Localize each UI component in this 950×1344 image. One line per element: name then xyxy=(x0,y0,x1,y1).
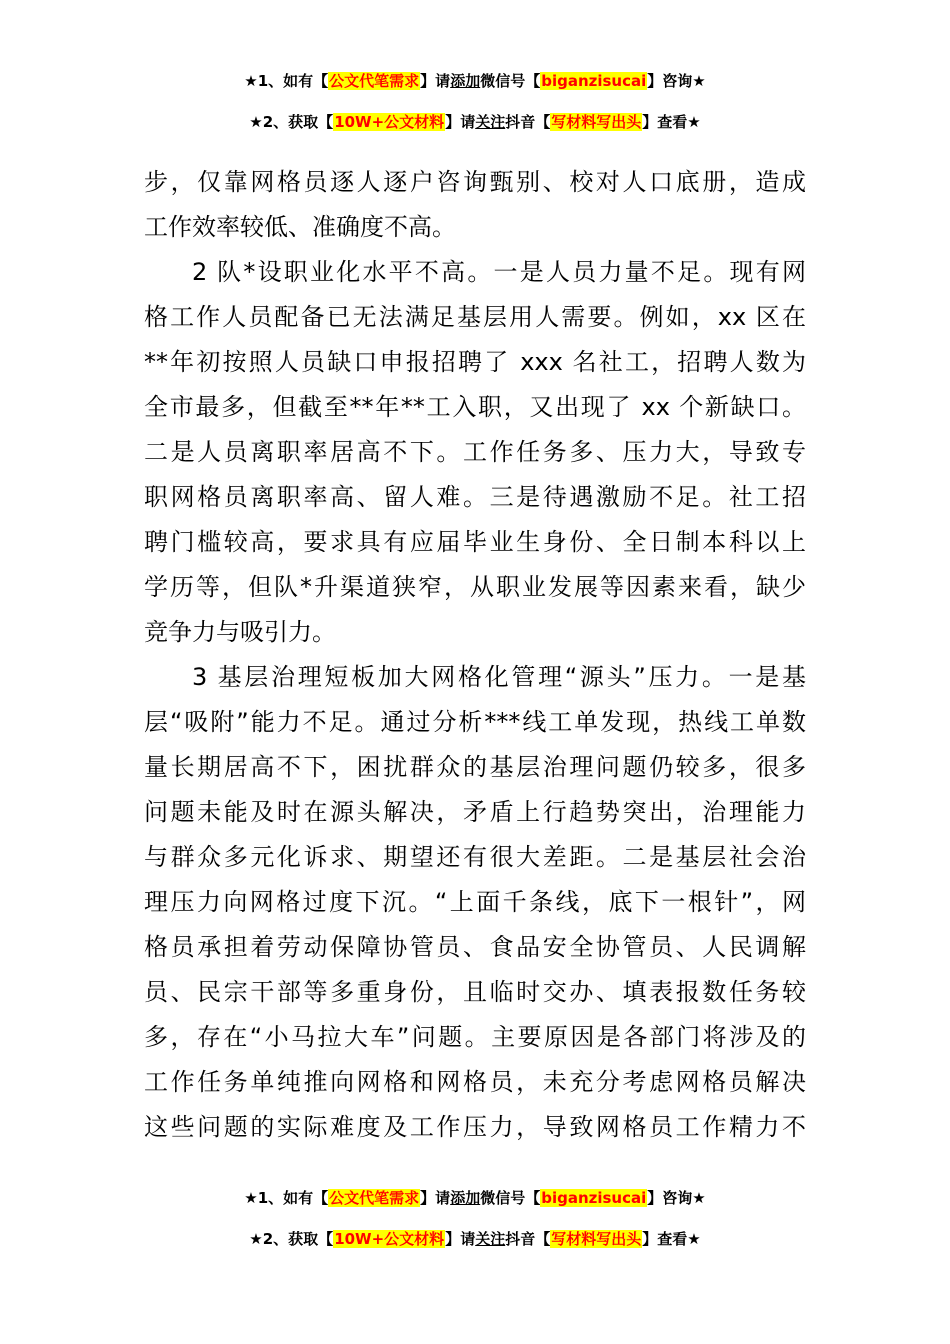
banner-highlight-materials: 10W+公文材料 xyxy=(334,113,445,131)
body-line: 全市最多，但截至**年**工入职，又出现了 xx 个新缺口。 xyxy=(144,393,806,421)
body-line: 与群众多元化诉求、期望还有很大差距。二是基层社会治 xyxy=(144,843,806,871)
banner-prefix: ★1、如有【 xyxy=(244,1189,329,1207)
banner-text: 微信号【 xyxy=(480,1189,541,1207)
bottom-banner-line-2 xyxy=(0,1228,950,1250)
banner-highlight-service: 公文代笔需求 xyxy=(329,1189,420,1207)
body-line: 职网格员离职率高、留人难。三是待遇激励不足。社工招 xyxy=(144,483,806,511)
banner-text: 】请 xyxy=(420,72,451,90)
body-line: 聘门槛较高，要求具有应届毕业生身份、全日制本科以上 xyxy=(144,528,806,556)
banner-underlined-text: 添加 xyxy=(450,1189,481,1207)
body-line: 理压力向网格过度下沉。“上面千条线，底下一根针”，网 xyxy=(144,888,806,916)
banner-suffix: 】查看★ xyxy=(642,1230,701,1248)
body-line: 问题未能及时在源头解决，矛盾上行趋势突出，治理能力 xyxy=(144,798,806,826)
body-line: 工作任务单纯推向网格和网格员，未充分考虑网格员解决 xyxy=(144,1068,806,1096)
body-line: 这些问题的实际难度及工作压力，导致网格员工作精力不 xyxy=(144,1113,806,1141)
banner-text: 】请 xyxy=(420,1189,451,1207)
document-body xyxy=(144,160,806,1150)
body-line: 多，存在“小马拉大车”问题。主要原因是各部门将涉及的 xyxy=(144,1023,806,1051)
banner-highlight-materials: 10W+公文材料 xyxy=(334,1230,445,1248)
paragraph-heading-line: 3 基层治理短板加大网格化管理“源头”压力。一是基 xyxy=(192,663,806,691)
body-line: 学历等，但队*升渠道狭窄，从职业发展等因素来看，缺少 xyxy=(144,573,806,601)
body-line: 格员承担着劳动保障协管员、食品安全协管员、人民调解 xyxy=(144,933,806,961)
banner-prefix: ★1、如有【 xyxy=(244,72,329,90)
banner-highlight-service: 公文代笔需求 xyxy=(329,72,420,90)
body-line: 量长期居高不下，困扰群众的基层治理问题仍较多，很多 xyxy=(144,753,806,781)
banner-highlight-douyin: 写材料写出头 xyxy=(551,1230,642,1248)
body-line: 员、民宗干部等多重身份，且临时交办、填表报数任务较 xyxy=(144,978,806,1006)
banner-suffix: 】查看★ xyxy=(642,113,701,131)
banner-highlight-douyin: 写材料写出头 xyxy=(551,113,642,131)
bottom-banner-line-1 xyxy=(0,1187,950,1209)
banner-prefix: ★2、获取【 xyxy=(249,113,334,131)
banner-text: 】请 xyxy=(445,113,476,131)
banner-highlight-wechat-id: biganzisucai xyxy=(541,1189,647,1207)
banner-underlined-text: 添加 xyxy=(450,72,481,90)
body-line: 格工作人员配备已无法满足基层用人需要。例如，xx 区在 xyxy=(144,303,806,331)
banner-suffix: 】咨询★ xyxy=(647,72,706,90)
banner-underlined-text: 关注 xyxy=(475,113,506,131)
paragraph-heading-line: 2 队*设职业化水平不高。一是人员力量不足。现有网 xyxy=(192,258,806,286)
banner-text: 抖音【 xyxy=(505,1230,551,1248)
top-banner-line-1 xyxy=(0,70,950,92)
body-line: 竞争力与吸引力。 xyxy=(144,618,336,646)
body-line: **年初按照人员缺口申报招聘了 xxx 名社工，招聘人数为 xyxy=(144,348,806,376)
banner-text: 微信号【 xyxy=(480,72,541,90)
banner-prefix: ★2、获取【 xyxy=(249,1230,334,1248)
banner-underlined-text: 关注 xyxy=(475,1230,506,1248)
body-line: 工作效率较低、准确度不高。 xyxy=(144,213,456,241)
top-banner-line-2 xyxy=(0,111,950,133)
banner-text: 】请 xyxy=(445,1230,476,1248)
body-line: 步，仅靠网格员逐人逐户咨询甄别、校对人口底册，造成 xyxy=(144,168,806,196)
banner-suffix: 】咨询★ xyxy=(647,1189,706,1207)
body-line: 层“吸附”能力不足。通过分析***线工单发现，热线工单数 xyxy=(144,708,806,736)
banner-highlight-wechat-id: biganzisucai xyxy=(541,72,647,90)
body-line: 二是人员离职率居高不下。工作任务多、压力大，导致专 xyxy=(144,438,806,466)
banner-text: 抖音【 xyxy=(505,113,551,131)
